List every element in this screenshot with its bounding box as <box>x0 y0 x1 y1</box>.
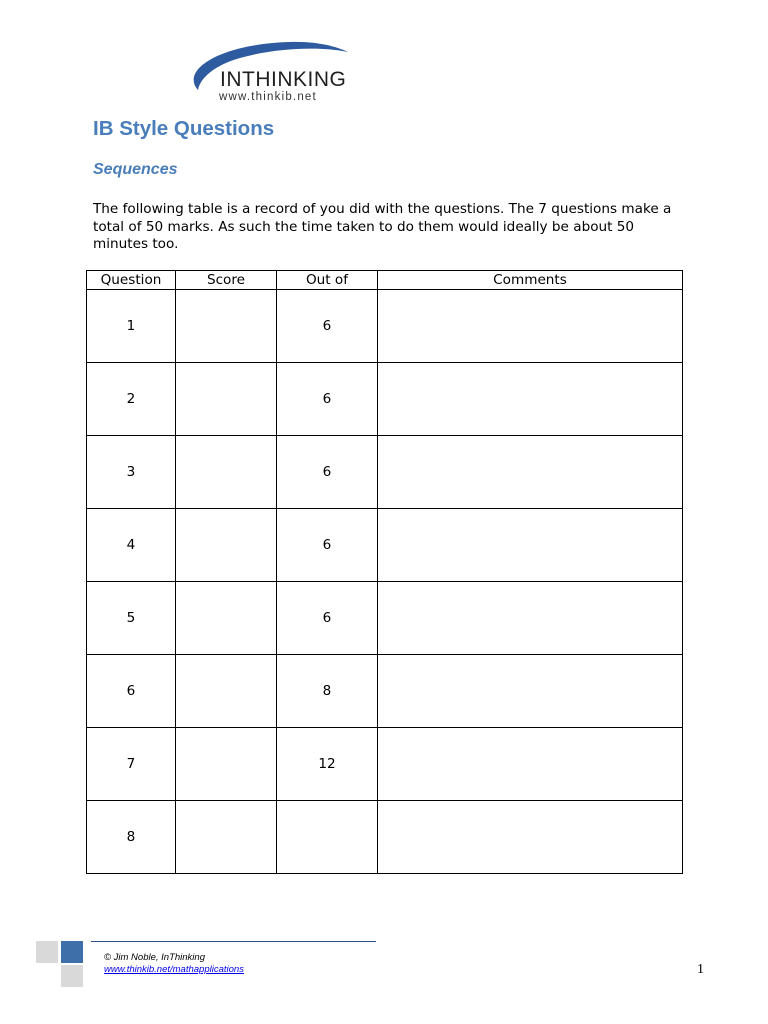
out-of-cell: 6 <box>277 436 378 509</box>
logo-wordmark: INTHINKING <box>220 68 347 91</box>
table-row <box>87 363 683 436</box>
out-of-cell: 6 <box>277 582 378 655</box>
score-table <box>86 270 683 874</box>
out-of-cell <box>277 801 378 874</box>
logo-url: www.thinkib.net <box>219 91 317 103</box>
section-subtitle: Sequences <box>93 161 178 178</box>
page-title: IB Style Questions <box>93 117 275 140</box>
question-number: 5 <box>87 582 176 655</box>
out-of-cell: 12 <box>277 728 378 801</box>
intro-paragraph: The following table is a record of you did with the questions. The 7 questions make a total of 50 marks. As such the time taken to do them would ideally be about 50 minutes too. <box>93 201 672 252</box>
score-cell[interactable] <box>176 801 277 874</box>
comments-cell[interactable] <box>378 582 683 655</box>
comments-cell[interactable] <box>378 290 683 363</box>
score-cell[interactable] <box>176 655 277 728</box>
out-of-cell: 6 <box>277 290 378 363</box>
out-of-cell: 6 <box>277 363 378 436</box>
table-row <box>87 728 683 801</box>
table-row <box>87 801 683 874</box>
table-row <box>87 436 683 509</box>
question-number: 1 <box>87 290 176 363</box>
comments-cell[interactable] <box>378 509 683 582</box>
out-of-cell: 8 <box>277 655 378 728</box>
score-cell[interactable] <box>176 582 277 655</box>
score-cell[interactable] <box>176 728 277 801</box>
column-header-question: Question <box>87 271 176 290</box>
footer-divider <box>91 941 376 942</box>
out-of-cell: 6 <box>277 509 378 582</box>
column-header-out-of: Out of <box>277 271 378 290</box>
score-cell[interactable] <box>176 509 277 582</box>
column-header-comments: Comments <box>378 271 683 290</box>
table-row <box>87 290 683 363</box>
question-number: 3 <box>87 436 176 509</box>
question-number: 4 <box>87 509 176 582</box>
table-row <box>87 582 683 655</box>
table-header-row <box>87 271 683 290</box>
comments-cell[interactable] <box>378 436 683 509</box>
score-cell[interactable] <box>176 436 277 509</box>
table-row <box>87 509 683 582</box>
score-cell[interactable] <box>176 290 277 363</box>
comments-cell[interactable] <box>378 363 683 436</box>
comments-cell[interactable] <box>378 728 683 801</box>
page-number: 1 <box>697 962 704 977</box>
footer-link[interactable]: www.thinkib.net/mathapplications <box>104 964 244 975</box>
question-number: 2 <box>87 363 176 436</box>
question-number: 8 <box>87 801 176 874</box>
score-cell[interactable] <box>176 363 277 436</box>
inthinking-logo <box>180 40 355 106</box>
comments-cell[interactable] <box>378 801 683 874</box>
comments-cell[interactable] <box>378 655 683 728</box>
column-header-score: Score <box>176 271 277 290</box>
footer-copyright: © Jim Noble, InThinking <box>104 952 205 963</box>
table-row <box>87 655 683 728</box>
question-number: 6 <box>87 655 176 728</box>
question-number: 7 <box>87 728 176 801</box>
